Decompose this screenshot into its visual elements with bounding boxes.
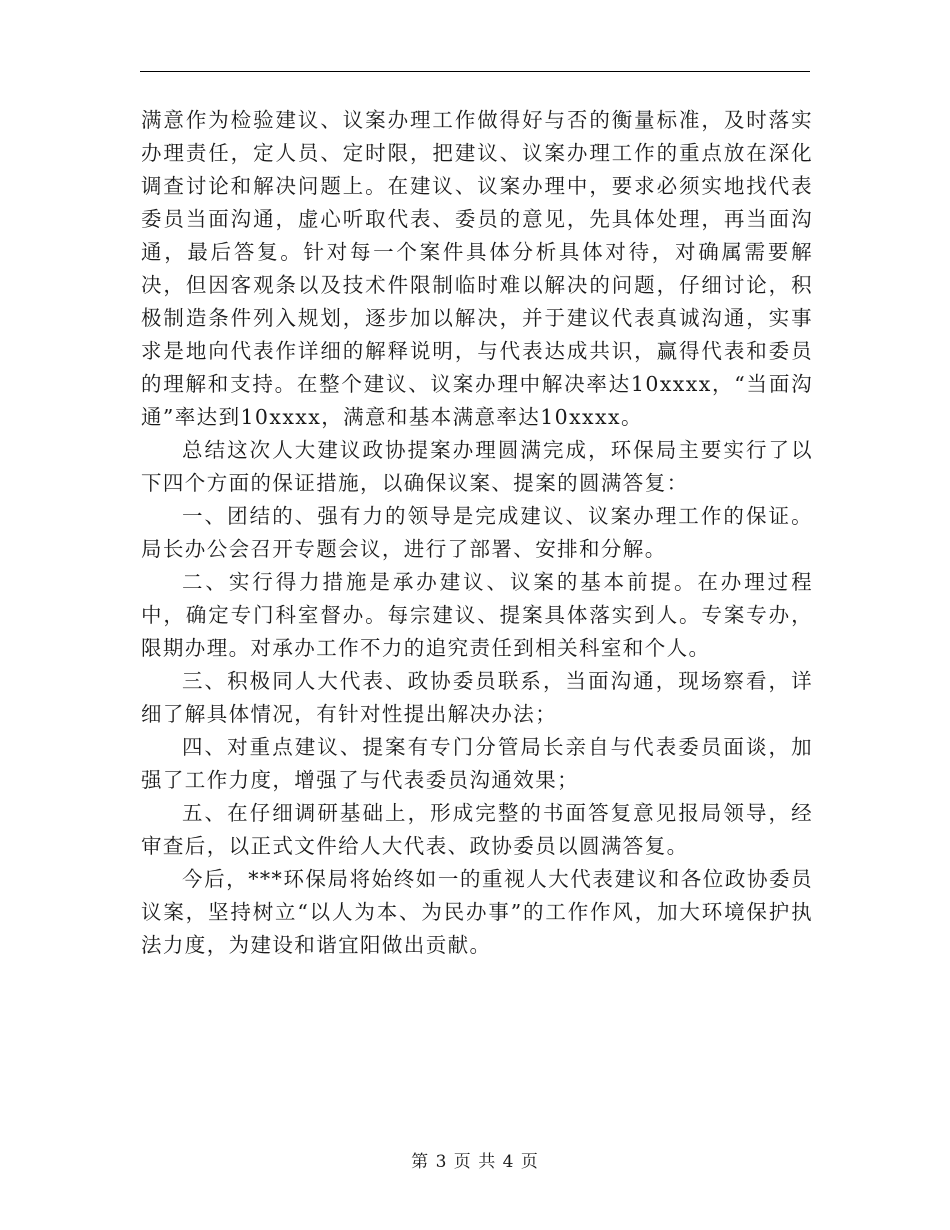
paragraph-measure-1: 一、团结的、强有力的领导是完成建议、议案办理工作的保证。局长办公会召开专题会议，进行了部署、安排和分解。 (141, 504, 813, 561)
paragraph-measure-4: 四、对重点建议、提案有专门分管局长亲自与代表委员面谈，加强了工作力度，增强了与代表委员沟通效果； (141, 735, 813, 792)
paragraph-measure-2: 二、实行得力措施是承办建议、议案的基本前提。在办理过程中，确定专门科室督办。每宗建议、提案具体落实到人。专案专办，限期办理。对承办工作不力的追究责任到相关科室和个人。 (141, 570, 813, 660)
paragraph-continuation: 满意作为检验建议、议案办理工作做得好与否的衡量标准，及时落实办理责任，定人员、定时限，把建议、议案办理工作的重点放在深化调查讨论和解决问题上。在建议、议案办理中，要求必须实地找代表委员当面沟通，虚心听取代表、委员的意见，先具体处理，再当面沟通，最后答复。针对每一个案件具体分析具体对待，对确属需要解决，但因客观条以及技术件限制临时难以解决的问题，仔细讨论，积极制造条件列入规划，逐步加以解决，并于建议代表真诚沟通，实事求是地向代表作详细的解释说明，与代表达成共识，赢得代表和委员的理解和支持。在整个建议、议案办理中解决率达10xxxx，“当面沟通”率达到10xxxx，满意和基本满意率达10xxxx。 (141, 108, 813, 429)
header-rule (140, 71, 810, 72)
document-body (141, 104, 813, 962)
paragraph-conclusion: 今后，***环保局将始终如一的重视人大代表建议和各位政协委员议案，坚持树立“以人为本、为民办事”的工作作风，加大环境保护执法力度，为建设和谐宜阳做出贡献。 (141, 867, 813, 957)
page-footer (0, 1147, 950, 1172)
page-number: 第 3 页 共 4 页 (411, 1152, 539, 1172)
paragraph-measure-3: 三、积极同人大代表、政协委员联系，当面沟通，现场察看，详细了解具体情况，有针对性提出解决办法； (141, 669, 813, 726)
paragraph-measure-5: 五、在仔细调研基础上，形成完整的书面答复意见报局领导，经审查后，以正式文件给人大代表、政协委员以圆满答复。 (141, 801, 813, 858)
paragraph-summary: 总结这次人大建议政协提案办理圆满完成，环保局主要实行了以下四个方面的保证措施，以确保议案、提案的圆满答复： (141, 438, 813, 495)
